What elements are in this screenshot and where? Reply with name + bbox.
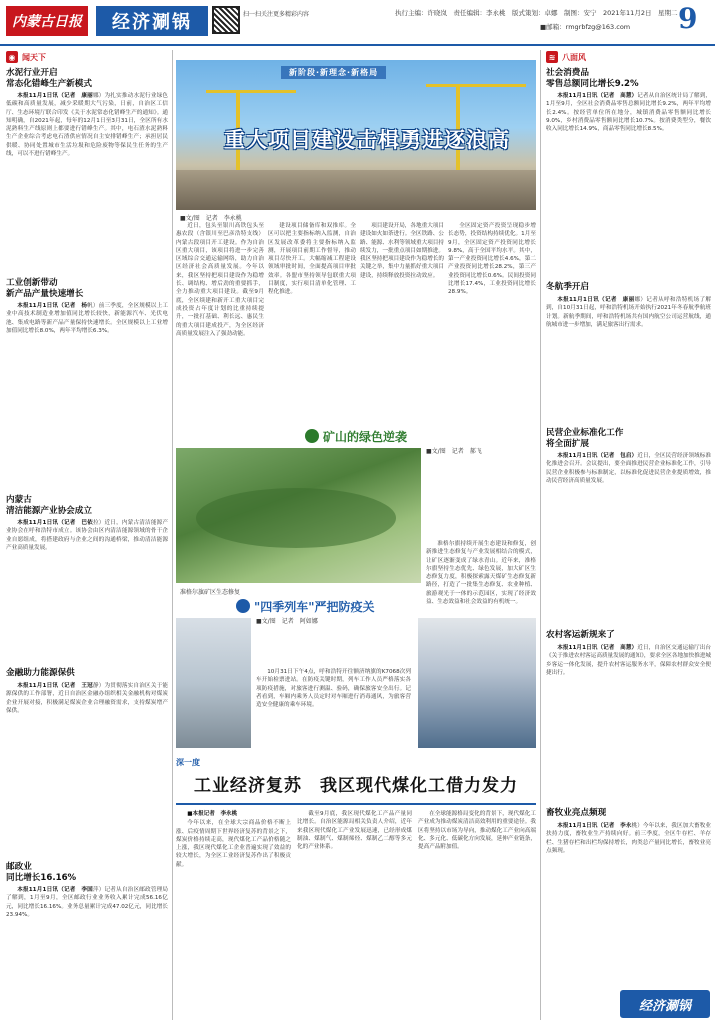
column-divider [172,50,173,1020]
article-text: 娜）为扎实推动水泥行业绿色低碳和高质量发展，减少采暖期大气污染，日前，自治区工信厅、生态环境厅联合印发《关于水泥常态化错峰生产的通知》。通知明确，自2021年起，每年的12月1日至3月31日，全区所有水泥熟料生产线原则上都要进行错峰生产。其中，电石渣水泥熟料生产企业综合考虑电石渣供应情况自主安排错峰生产；承担居民供暖、协同处置城市生活垃圾和危险废物等保民生任务的生产线，可以不进行错峰生产。 [6,93,168,158]
article-text: 近日，包头至银川高铁包头至惠农段（含银川至巴彦浩特支线）内蒙古段项目开工建设。作为自治区重大项目，该项目将进一步完善区域综合交通运输网络，助力自治区经济社会高质量发展。今年以来，我区坚持把项目建设作为稳增长、调结构、增后劲的重要抓手，全力推动重大项目建设。截至9月底，全区续建和新开工重大项目完成投资占年度计划的比重持续提升，一批打基础、利长远、惠民生的重大项目建成投产，为全区经济高质量发展注入了强劲动能。 [176,223,264,337]
article-text: 全区固定资产投资呈现稳步增长态势，投资结构持续优化。1月至9月，全区固定资产投资同比增长9.8%，高于全国平均水平。其中，第一产业投资同比增长4.6%，第二产业投资同比增长28.2%，第三产业投资同比增长0.6%。民间投资同比增长17.4%，工业投资同比增长28.9%。 [448,223,536,296]
crane-jib [206,90,296,93]
deep-tag: 深一度 [176,758,200,767]
article-title: 内蒙古 清洁能源产业协会成立 [6,495,92,516]
article-text: 拉）近日，内蒙古清洁能源产业协会在呼和浩特市成立。该协会由区内清洁能源领域的骨干企业自愿组成，将搭建政府与企业之间的沟通桥梁，推动清洁能源产业高质量发展。 [6,520,168,551]
left-column-label: 闻天下 [22,52,46,62]
byline: 本报11月1日讯（记者 李国 [17,887,93,893]
paper-logo: 内蒙古日报 [6,6,88,36]
hero-photo [176,60,536,210]
page-number: 9 [678,2,698,35]
byline: ■文/图 记者 郝飞 [426,448,482,455]
article-body [546,822,711,987]
byline: 本报11月1日讯（记者 康丽 [557,297,635,303]
article-text: 帆）前三季度，全区规模以上工业中高技术制造业增加值同比增长较快，新能源汽车、光伏电池、集成电路等新产品产量保持快速增长。全区规模以上工业增加值同比增长8.0%，两年平均增长6.3%。 [6,303,168,334]
article-title: 水泥行业开启 常态化错峰生产新模式 [6,68,92,89]
article-body [546,92,711,276]
byline: 本报11月1日讯（记者 高慧） [557,93,638,99]
article-title: 金融助力能源保供 [6,668,75,678]
article-text: 萍）记者从自治区邮政管理局了解到，1月至9月，全区邮政行业业务收入累计完成56.16亿元，同比增长16.16%。业务总量累计完成47.02亿元，同比增长23.94%。 [6,887,168,918]
article-text: 在全球能源格局变化的背景下，现代煤化工产业成为推动煤炭清洁高效利用的重要途径。我区将坚持以市场为导向，推动煤化工产业向高端化、多元化、低碳化方向发展，延伸产业链条，提高产品附加值。 [418,811,536,851]
train-icon [236,599,250,613]
article-text: 建设项目储备库和双推库。全区可以把主要指标纳入监测，自治区发展改革委将主要指标纳入监测，开展项目前期工作督导，推动项目尽快开工。大幅缩减工程建设领域审批时间，全面提高项目审批效率。各盟市坚持领导包联重大项目制度，实行项目清单化管理、工程化推进。 [268,223,356,296]
section-brand-logo: 经济涮锅 [620,990,710,1018]
hero-tag: 新阶段·新理念·新格局 [281,66,386,79]
article-text: 准格尔旗持续开展生态建设和修复，创新推进生态修复与产业发展相结合的模式，让矿区逐渐变成了绿水青山。近年来，准格尔旗坚持生态优先、绿色发展，加大矿区生态修复力度，积极探索露天煤矿生态修复新路径，打造了一批集生态修复、农业种植、旅游观光于一体的示范园区，实现了经济效益、生态效益和社会效益的有机统一。 [426,541,536,606]
hero-caption: ■文/图 记者 李永桃 [180,215,242,222]
article-title: 畜牧业亮点频现 [546,808,607,818]
wind-icon: ≋ [546,51,558,63]
hero-title: 重大项目建设击楫勇进逐浪高 [224,128,510,152]
header-email: ■邮箱：rmgrbfzg@163.com [540,23,631,31]
article-body [6,92,168,275]
article-body [6,302,168,492]
article-text: 静）为贯彻落实自治区关于能源保供的工作部署，近日自治区金融办组织相关金融机构对煤炭企业开展对接，积极满足煤炭企业合理融资需求，支持煤炭增产保供。 [6,683,168,714]
article-body [418,810,536,1020]
article-text: 今年以来，在全球大宗商品价格不断上涨、后疫情周期下世界经济复苏的背景之下，煤炭价格持续走高，现代煤化工产品价格随之上涨，我区现代煤化工企业普遍实现了效益的较大增长，为全区工业经济复苏作出了积极贡献。 [176,820,291,868]
article-title: 工业创新带动 新产品产量快速增长 [6,278,84,299]
article-body [546,644,711,804]
section-title: 经济涮锅 [96,6,208,36]
left-column-head [6,50,46,64]
article-body [176,810,291,1020]
byline: 本报11月1日讯（记者 包启） [557,453,638,459]
column-divider [540,50,541,1020]
article-text: 娜）记者从呼和浩特机场了解到，自10月31日起，呼和浩特机场开始执行2021年冬春航季航班计划。新航季期间，呼和浩特机场共有国内航空公司运营航线，通航城市进一步增加，满足旅客出行需求。 [546,297,711,328]
article-body [6,682,168,857]
byline: 本报11月1日讯（记者 李永 [557,823,632,829]
masthead-rule [0,44,715,46]
train-staff-photo [418,618,536,748]
qr-text: 扫一扫关注更多精彩内容 [243,11,310,18]
byline: 本报11月1日讯（记者 杨 [17,303,88,309]
article-body [426,540,536,606]
header-meta: 执行主编：许晓岚 责任编辑：李永桃 版式策划：卓娜 制图：安宁 2021年11月2日 星期二 [395,9,678,17]
byline: 本报11月1日讯（记者 王冠 [17,683,93,689]
article-body [176,222,264,420]
masthead [0,0,715,46]
article-body [360,222,444,420]
article-text: 桃）今年以来，我区加大畜牧业扶持力度，畜牧业生产持续向好。前三季度，全区牛存栏、羊存栏、生猪存栏和出栏均保持增长，肉类总产量同比增长，畜牧业亮点频现。 [546,823,711,854]
photo-caption: 准格尔旗矿区生态修复 [180,589,241,596]
article-title: 民营企业标准化工作 将全面扩展 [546,428,624,449]
article-body [297,810,412,1020]
mine-banner [305,428,407,444]
article-text: 10月31日下午4点，呼和浩特开往额济纳旗的K7068次列车开始检票进站。在防疫关键时期，列车工作人员严格落实各项防疫措施，对旅客进行测温、验码，确保旅客安全出行。记者看到，车厢内乘务人员定时对车厢进行消毒通风，为旅客营造安全健康的乘车环境。 [256,669,411,709]
train-photo [176,618,251,748]
right-column-head [546,50,586,64]
train-banner-title: "四季列车"严把防疫关 [254,599,375,614]
article-body [256,668,411,748]
article-title: 冬航季开启 [546,282,589,292]
article-text: 项目建设开局，各地重大项目建设如火如荼进行。全区铁路、公路、能源、水利等领域重大项目持续发力，一批重点项目如期推进。我区坚持把项目建设作为稳增长的关键之举，集中力量抓好重大项目建设，持续释放投资拉动效应。 [360,223,444,279]
byline: 本报11月1日讯（记者 高慧） [557,645,638,651]
article-text: 截至9月底，我区现代煤化工产品产量同比增长。自治区能源局相关负责人介绍，近年来我区现代煤化工产业发展迅速，已经形成煤制油、煤制气、煤制烯烃、煤制乙二醇等多元化的产业体系。 [297,811,412,851]
feature-rule [176,803,536,805]
article-body [546,296,711,421]
article-text: 近日，全区民营经济领域标准化推进会召开。会议提出，要全面推进民营企业标准化工作，引导民营企业积极参与标准制定，以标准化促进民营企业提质增效，推动民营经济高质量发展。 [546,453,711,484]
train-banner [236,598,375,614]
qr-code-icon [212,6,240,34]
article-text: 记者从自治区统计局了解到，1月至9月，全区社会消费品零售总额同比增长9.2%，两年平均增长2.4%。按经营单位所在地分，城镇消费品零售额同比增长9.0%，乡村消费品零售额同比增长10.7%。按消费类型分，餐饮收入同比增长14.9%，商品零售同比增长8.5%。 [546,93,711,133]
byline: 本报11月1日讯（记者 康丽 [17,93,93,99]
byline: 本报11月1日讯（记者 巴依 [17,520,93,526]
article-title: 农村客运新规来了 [546,630,615,640]
article-body [448,222,536,420]
article-title: 社会消费品 零售总额同比增长9.2% [546,68,639,89]
article-text: 近日，自治区交通运输厅出台《关于推进农村客运高质量发展的通知》，要求全区各地加快推进城乡客运一体化发展，提升农村客运服务水平，保障农村群众安全便捷出行。 [546,645,712,676]
leaf-icon [305,429,319,443]
article-body [6,886,168,1020]
article-body [6,519,168,664]
right-column-label: 八面风 [562,52,586,62]
terraced-hill [196,488,396,548]
byline: ■本报记者 李永桃 [187,811,238,817]
article-body [546,452,711,626]
article-body [268,222,356,420]
mine-banner-title: 矿山的绿色逆袭 [323,429,408,444]
article-title: 邮政业 同比增长16.16% [6,862,77,883]
feature-title: 工业经济复苏 我区现代煤化工借力发力 [194,776,518,796]
construction-ground [176,170,536,210]
globe-icon: ◉ [6,51,18,63]
mine-photo [176,448,421,583]
crane-jib [426,84,526,87]
byline: ■文/图 记者 阿如娜 [256,618,318,625]
